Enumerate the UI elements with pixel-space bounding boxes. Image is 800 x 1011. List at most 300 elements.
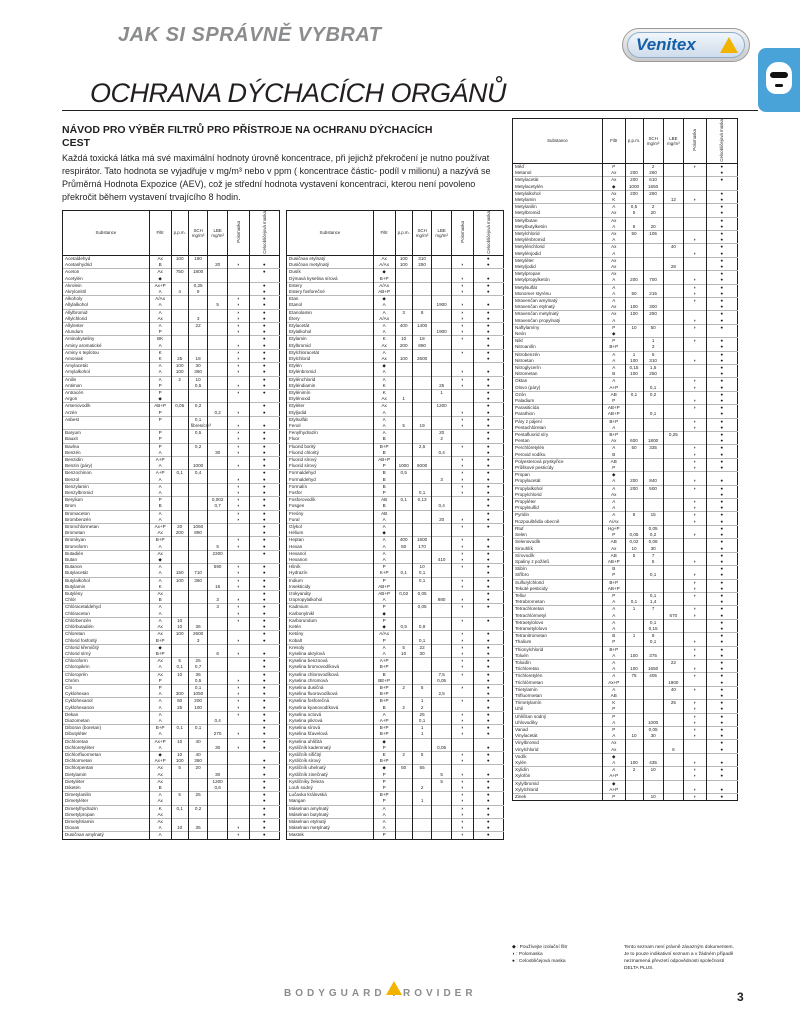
value-cell: B+P	[603, 418, 626, 425]
value-cell: 10	[412, 564, 432, 571]
substance-cell: Měď	[513, 163, 603, 170]
value-cell	[432, 309, 452, 316]
value-cell: ●	[473, 483, 503, 490]
table-row	[63, 463, 280, 470]
substance-cell: Dimetyléter	[63, 798, 150, 805]
value-cell: ◗	[451, 597, 473, 604]
value-cell: ●	[473, 557, 503, 564]
value-cell	[171, 731, 188, 738]
value-cell: ●	[706, 338, 738, 345]
substance-cell: Aceton	[63, 269, 150, 276]
column-header: SCH mg/m³	[188, 211, 208, 256]
value-cell: P	[149, 410, 171, 417]
value-cell: P	[373, 638, 395, 645]
value-cell	[249, 396, 279, 403]
value-cell: A	[149, 705, 171, 712]
value-cell: P	[373, 785, 395, 792]
value-cell: Ax	[373, 255, 395, 262]
value-cell: ◗	[227, 564, 249, 571]
substance-cell: Etylchloracetát	[287, 349, 374, 356]
value-cell	[663, 210, 683, 217]
value-cell: 0,05	[171, 403, 188, 410]
substance-cell: Metyljodid	[513, 264, 603, 271]
value-cell	[188, 477, 208, 484]
value-cell: ●	[249, 356, 279, 363]
substance-cell: Trichloretylén	[513, 673, 603, 680]
value-cell	[395, 792, 412, 799]
value-cell: ●	[706, 284, 738, 291]
value-cell: ◗	[451, 517, 473, 524]
value-cell: ●	[249, 725, 279, 732]
value-cell: ●	[706, 351, 738, 358]
value-cell: ◗	[227, 537, 249, 544]
value-cell	[663, 539, 683, 546]
value-cell: ●	[706, 204, 738, 211]
legend-item-half-mask: ◗ : Polomaska	[512, 952, 543, 957]
table-row	[63, 638, 280, 645]
value-cell	[625, 619, 643, 626]
value-cell	[643, 659, 663, 666]
value-cell: A	[603, 673, 626, 680]
substance-cell: Kysličník sírový	[287, 758, 374, 765]
column-header: Substance	[63, 211, 150, 256]
value-cell	[395, 276, 412, 283]
table-row	[63, 349, 280, 356]
value-cell	[208, 269, 228, 276]
table-row	[63, 369, 280, 376]
value-cell	[208, 570, 228, 577]
value-cell: 40	[188, 751, 208, 758]
value-cell	[412, 376, 432, 383]
value-cell	[432, 343, 452, 350]
value-cell: ●	[473, 282, 503, 289]
value-cell	[171, 329, 188, 336]
value-cell: 170	[412, 544, 432, 551]
value-cell: ◗	[227, 832, 249, 839]
table-row	[63, 631, 280, 638]
value-cell: 2	[643, 163, 663, 170]
value-cell: ◆	[373, 624, 395, 631]
value-cell: A+P	[603, 773, 626, 780]
value-cell	[625, 525, 643, 532]
table-row	[513, 760, 738, 767]
table-row	[513, 492, 738, 499]
substance-cell: Kyselina uhličitá	[287, 738, 374, 745]
table-row	[63, 282, 280, 289]
table-row	[513, 365, 738, 372]
table-row	[63, 450, 280, 457]
value-cell	[432, 658, 452, 665]
value-cell	[432, 584, 452, 591]
value-cell: 310	[643, 358, 663, 365]
value-cell: 25	[663, 700, 683, 707]
value-cell: ◗	[227, 570, 249, 577]
value-cell	[432, 349, 452, 356]
value-cell	[395, 718, 412, 725]
value-cell: ●	[706, 525, 738, 532]
value-cell: A/Ax	[149, 296, 171, 303]
value-cell: K	[149, 805, 171, 812]
value-cell: ●	[249, 289, 279, 296]
value-cell: 0,02	[395, 591, 412, 598]
value-cell: 10	[171, 738, 188, 745]
value-cell: B	[373, 470, 395, 477]
value-cell: ◆	[603, 184, 626, 191]
value-cell: ●	[249, 798, 279, 805]
value-cell: ◗	[451, 336, 473, 343]
value-cell: 2600	[412, 356, 432, 363]
value-cell	[451, 570, 473, 577]
table-row	[287, 765, 504, 772]
value-cell: ●	[249, 684, 279, 691]
value-cell: ◗	[227, 443, 249, 450]
value-cell: A	[603, 505, 626, 512]
value-cell	[395, 658, 412, 665]
table-row	[287, 550, 504, 557]
table-row	[63, 711, 280, 718]
value-cell	[473, 765, 503, 772]
value-cell	[684, 432, 707, 439]
value-cell: 10	[643, 767, 663, 774]
value-cell	[432, 825, 452, 832]
table-row	[513, 385, 738, 392]
table-row	[287, 369, 504, 376]
value-cell: 8	[643, 633, 663, 640]
value-cell	[663, 184, 683, 191]
value-cell: 10	[643, 794, 663, 801]
value-cell	[643, 693, 663, 700]
table-row	[287, 591, 504, 598]
value-cell	[643, 297, 663, 304]
value-cell	[625, 244, 643, 251]
value-cell: ●	[473, 644, 503, 651]
value-cell	[208, 276, 228, 283]
table-row	[287, 711, 504, 718]
table-row	[287, 698, 504, 705]
value-cell	[432, 524, 452, 531]
value-cell: Ax	[603, 210, 626, 217]
value-cell: ●	[706, 693, 738, 700]
value-cell: ◗	[451, 416, 473, 423]
value-cell	[227, 470, 249, 477]
value-cell	[684, 680, 707, 687]
value-cell: ●	[706, 210, 738, 217]
value-cell: 5	[208, 544, 228, 551]
value-cell: ◗	[227, 302, 249, 309]
value-cell: ●	[249, 624, 279, 631]
value-cell: ●	[473, 691, 503, 698]
value-cell: ●	[249, 262, 279, 269]
value-cell: ◗	[227, 497, 249, 504]
table-row	[513, 324, 738, 331]
value-cell: ●	[249, 450, 279, 457]
substance-cell: Vanad	[513, 726, 603, 733]
value-cell: ●	[249, 517, 279, 524]
value-cell	[625, 566, 643, 573]
value-cell	[643, 418, 663, 425]
value-cell	[395, 430, 412, 437]
table-row	[63, 423, 280, 430]
value-cell: ●	[473, 436, 503, 443]
value-cell: 2	[395, 684, 412, 691]
value-cell	[208, 490, 228, 497]
substance-cell: Vodík	[513, 753, 603, 760]
value-cell: 100	[625, 311, 643, 318]
value-cell: A	[149, 510, 171, 517]
value-cell: ◗	[684, 405, 707, 412]
value-cell: ●	[249, 564, 279, 571]
value-cell: ◗	[451, 457, 473, 464]
value-cell	[395, 503, 412, 510]
value-cell: A	[603, 297, 626, 304]
value-cell: ●	[706, 358, 738, 365]
value-cell	[412, 524, 432, 531]
substance-cell: Metylalkohol	[513, 190, 603, 197]
table-row	[513, 378, 738, 385]
value-cell: ●	[249, 349, 279, 356]
value-cell	[643, 579, 663, 586]
table-row	[287, 296, 504, 303]
substance-cell: Hexanol	[287, 550, 374, 557]
value-cell: 710	[188, 570, 208, 577]
substance-cell: Antracén	[63, 389, 150, 396]
value-cell	[643, 251, 663, 258]
value-cell: ●	[249, 611, 279, 618]
value-cell: ●	[473, 322, 503, 329]
value-cell: A	[149, 450, 171, 457]
value-cell: B	[373, 450, 395, 457]
value-cell: ●	[249, 282, 279, 289]
value-cell: 1600	[412, 537, 432, 544]
table-row	[63, 698, 280, 705]
value-cell	[208, 443, 228, 450]
substance-cell: Cyklohexan	[63, 691, 150, 698]
table-row	[287, 316, 504, 323]
value-cell	[451, 691, 473, 698]
value-cell: ◗	[451, 557, 473, 564]
value-cell: A	[373, 818, 395, 825]
value-cell: ●	[473, 470, 503, 477]
value-cell	[663, 452, 683, 459]
substance-cell: Pentafluorid síry	[513, 432, 603, 439]
column-header: Substance	[513, 119, 603, 164]
value-cell	[663, 733, 683, 740]
substance-cell: Butylamin	[63, 584, 150, 591]
value-cell: 0,1	[188, 416, 208, 423]
value-cell: A	[603, 224, 626, 231]
value-cell: ◗	[684, 163, 707, 170]
value-cell	[432, 537, 452, 544]
value-cell: B	[149, 503, 171, 510]
value-cell: 2	[625, 767, 643, 774]
substance-cell: Máselnan butylnatý	[287, 812, 374, 819]
value-cell	[227, 765, 249, 772]
value-cell: Ax	[149, 591, 171, 598]
table-row	[63, 316, 280, 323]
value-cell: 200	[395, 343, 412, 350]
value-cell: ●	[473, 450, 503, 457]
value-cell: 1900	[663, 680, 683, 687]
value-cell	[208, 510, 228, 517]
value-cell: ◗	[451, 725, 473, 732]
table-row	[513, 773, 738, 780]
value-cell	[432, 577, 452, 584]
table-row	[63, 537, 280, 544]
value-cell	[412, 517, 432, 524]
value-cell: ◗	[227, 698, 249, 705]
value-cell: ●	[706, 579, 738, 586]
table-row	[513, 432, 738, 439]
value-cell	[171, 517, 188, 524]
value-cell: ◗	[451, 832, 473, 839]
substance-cell: Fenol	[287, 423, 374, 430]
value-cell: ◆	[373, 269, 395, 276]
substance-cell	[63, 423, 150, 430]
value-cell: ●	[473, 410, 503, 417]
table-row	[63, 483, 280, 490]
value-cell	[432, 617, 452, 624]
value-cell	[208, 825, 228, 832]
table-row	[513, 505, 738, 512]
substance-cell: Alundum	[63, 329, 150, 336]
value-cell: A	[373, 329, 395, 336]
value-cell: 335	[643, 445, 663, 452]
table-row	[287, 524, 504, 531]
value-cell	[432, 832, 452, 839]
value-cell: 1	[395, 396, 412, 403]
value-cell	[412, 369, 432, 376]
table-row	[287, 604, 504, 611]
value-cell	[188, 396, 208, 403]
substance-cell: Cyklohexanon	[63, 705, 150, 712]
value-cell: ●	[249, 544, 279, 551]
value-cell: 1	[625, 606, 643, 613]
value-cell: ●	[706, 365, 738, 372]
table-row	[513, 659, 738, 666]
value-cell	[643, 566, 663, 573]
value-cell: A	[149, 825, 171, 832]
value-cell: ◗	[684, 425, 707, 432]
table-row	[63, 658, 280, 665]
value-cell: ◗	[451, 664, 473, 671]
value-cell: A	[603, 613, 626, 620]
table-row	[513, 753, 738, 760]
value-cell: ●	[706, 773, 738, 780]
value-cell	[171, 832, 188, 839]
value-cell	[171, 684, 188, 691]
value-cell	[395, 436, 412, 443]
table-row	[63, 530, 280, 537]
substance-cell: Metylbromid	[513, 210, 603, 217]
value-cell	[663, 566, 683, 573]
value-cell: ◗	[451, 638, 473, 645]
value-cell: 375	[643, 653, 663, 660]
value-cell: ◗	[227, 356, 249, 363]
substance-cell: Metylanilin	[513, 204, 603, 211]
value-cell: ●	[473, 604, 503, 611]
value-cell: ◆	[149, 751, 171, 758]
value-cell	[412, 410, 432, 417]
value-cell: ●	[706, 606, 738, 613]
column-header: LBE mg/m³	[663, 119, 683, 164]
value-cell	[625, 740, 643, 747]
value-cell	[684, 177, 707, 184]
value-cell	[412, 664, 432, 671]
table-header-row	[513, 119, 738, 164]
table-row	[63, 751, 280, 758]
value-cell: AB	[373, 497, 395, 504]
value-cell	[432, 798, 452, 805]
substance-cell: Pyridin	[513, 512, 603, 519]
value-cell	[171, 497, 188, 504]
value-cell: ◗	[227, 309, 249, 316]
value-cell	[663, 492, 683, 499]
value-cell: 20	[432, 517, 452, 524]
value-cell: 215	[643, 291, 663, 298]
substance-cell: Toluidín	[513, 659, 603, 666]
value-cell	[625, 639, 643, 646]
value-cell	[395, 349, 412, 356]
value-cell: ●	[706, 713, 738, 720]
table-row	[63, 671, 280, 678]
table-row	[513, 794, 738, 801]
value-cell: ●	[706, 170, 738, 177]
value-cell: ◗	[227, 316, 249, 323]
value-cell	[625, 217, 643, 224]
table-row	[287, 577, 504, 584]
table-row	[287, 289, 504, 296]
value-cell: ●	[249, 664, 279, 671]
value-cell: ◗	[684, 324, 707, 331]
value-cell	[395, 698, 412, 705]
value-cell: 100	[625, 358, 643, 365]
value-cell	[188, 490, 208, 497]
table-row	[63, 624, 280, 631]
table-row	[287, 403, 504, 410]
substance-cell: Bromaceton	[63, 510, 150, 517]
value-cell	[625, 331, 643, 338]
substance-cell: Etylén	[287, 363, 374, 370]
value-cell: 0,7	[188, 664, 208, 671]
value-cell	[432, 638, 452, 645]
value-cell	[663, 794, 683, 801]
value-cell	[432, 818, 452, 825]
value-cell: ◗	[227, 611, 249, 618]
value-cell	[188, 276, 208, 283]
page-header	[0, 0, 800, 70]
substance-cell: Selen	[513, 532, 603, 539]
value-cell	[663, 525, 683, 532]
substance-cell: Kobalt	[287, 638, 374, 645]
value-cell: ●	[473, 376, 503, 383]
value-cell	[227, 658, 249, 665]
substance-cell: Allylalkohol	[63, 302, 150, 309]
value-cell	[684, 566, 707, 573]
value-cell	[412, 597, 432, 604]
value-cell: ◗	[227, 389, 249, 396]
substance-cell: Peroxid vodíku	[513, 452, 603, 459]
value-cell: ◗	[684, 606, 707, 613]
value-cell	[395, 383, 412, 390]
value-cell: Ax	[149, 550, 171, 557]
value-cell: ◗	[227, 684, 249, 691]
substance-cell: Dietylamin	[63, 772, 150, 779]
value-cell: 3	[188, 316, 208, 323]
value-cell: ●	[249, 550, 279, 557]
value-cell: ◗	[451, 544, 473, 551]
value-cell: ◗	[684, 639, 707, 646]
value-cell: A	[603, 626, 626, 633]
